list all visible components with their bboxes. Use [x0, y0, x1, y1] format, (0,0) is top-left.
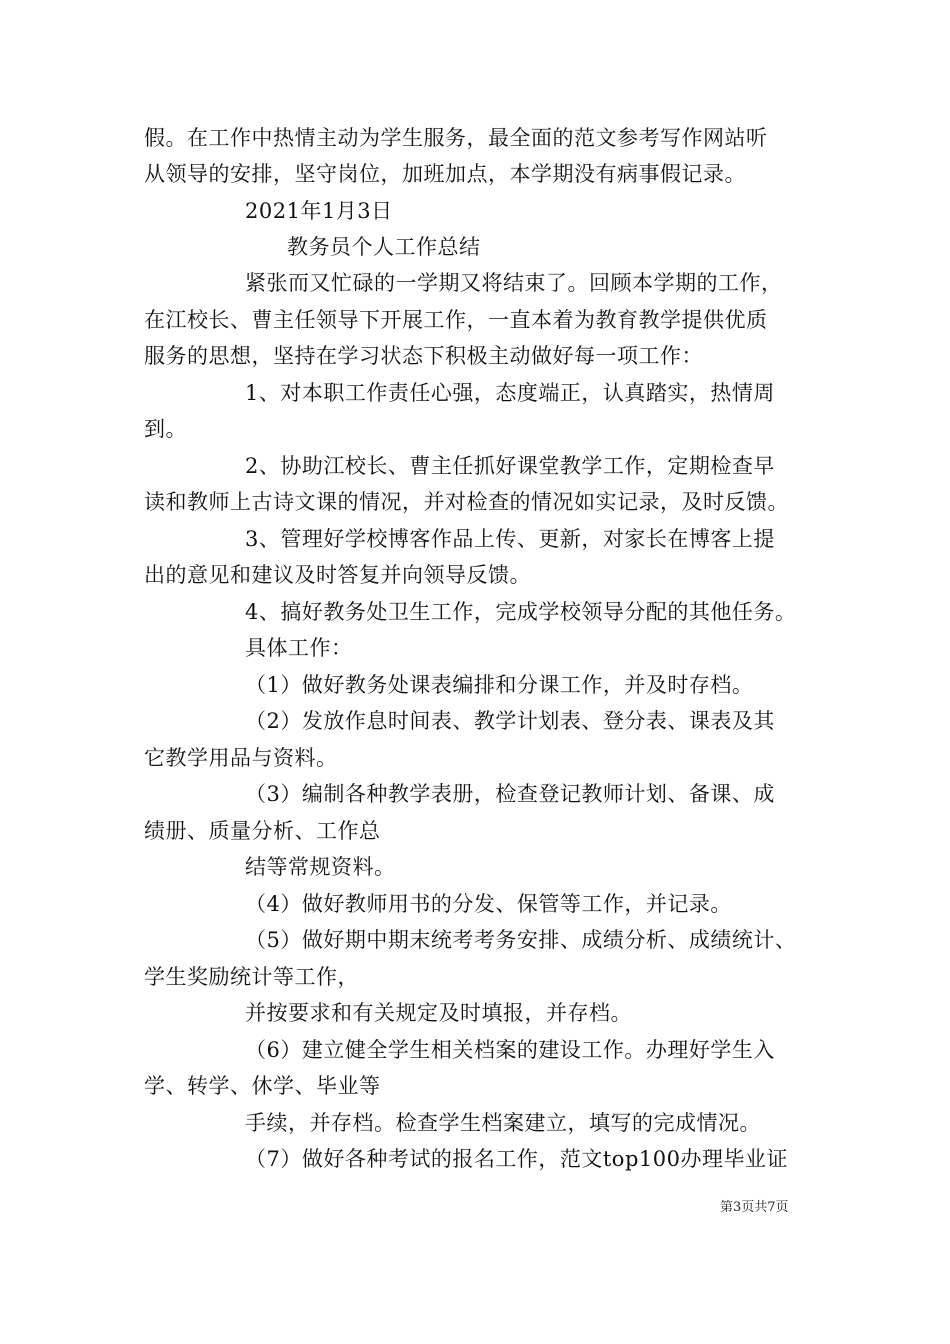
- list-item-3: 3、管理好学校博客作品上传、更新，对家长在博客上提: [245, 527, 775, 551]
- task-item-5: （5）做好期中期末统考考务安排、成绩分析、成绩统计、: [245, 928, 797, 952]
- list-item-3-cont: 出的意见和建议及时答复并向领导反馈。: [144, 563, 531, 587]
- task-item-2: （2）发放作息时间表、教学计划表、登分表、课表及其: [245, 709, 775, 733]
- task-item-6: （6）建立健全学生相关档案的建设工作。办理好学生入: [245, 1038, 775, 1062]
- text-line-5: 紧张而又忙碌的一学期又将结束了。回顾本学期的工作，: [245, 271, 783, 295]
- section-title: 教务员个人工作总结: [287, 235, 481, 259]
- list-item-1: 1、对本职工作责任心强，态度端正，认真踏实，热情周: [245, 381, 775, 405]
- task-item-5-cont-2: 并按要求和有关规定及时填报，并存档。: [245, 1001, 632, 1025]
- list-item-2-cont: 读和教师上古诗文课的情况，并对检查的情况如实记录，及时反馈。: [144, 490, 789, 514]
- page-number-footer: 第3页共7页: [720, 1200, 789, 1215]
- task-item-3: （3）编制各种教学表册，检查登记教师计划、备课、成: [245, 782, 775, 806]
- task-item-4: （4）做好教师用书的分发、保管等工作，并记录。: [245, 892, 732, 916]
- task-item-7: （7）做好各种考试的报名工作，范文top100办理毕业证: [245, 1147, 788, 1171]
- date-line: 2021年1月3日: [245, 199, 393, 223]
- text-line-7: 服务的思想，坚持在学习状态下积极主动做好每一项工作：: [144, 344, 703, 368]
- text-line-1: 假。在工作中热情主动为学生服务，最全面的范文参考写作网站听: [144, 126, 768, 150]
- task-item-1: （1）做好教务处课表编排和分课工作，并及时存档。: [245, 673, 754, 697]
- task-item-2-cont: 它教学用品与资料。: [144, 746, 338, 770]
- task-item-5-cont: 学生奖励统计等工作，: [144, 965, 359, 989]
- task-item-6-cont: 学、转学、休学、毕业等: [144, 1074, 381, 1098]
- task-item-6-cont-2: 手续，并存档。检查学生档案建立，填写的完成情况。: [245, 1111, 761, 1135]
- task-item-3-cont-2: 结等常规资料。: [245, 855, 396, 879]
- text-line-6: 在江校长、曹主任领导下开展工作，一直本着为教育教学提供优质: [144, 308, 768, 332]
- list-item-2: 2、协助江校长、曹主任抓好课堂教学工作，定期检查早: [245, 454, 775, 478]
- list-item-1-cont: 到。: [144, 417, 187, 441]
- task-item-3-cont: 绩册、质量分析、工作总: [144, 819, 381, 843]
- list-item-4: 4、搞好教务处卫生工作，完成学校领导分配的其他任务。: [245, 600, 797, 624]
- subheading-specific-work: 具体工作：: [245, 636, 353, 660]
- text-line-2: 从领导的安排，坚守岗位，加班加点，本学期没有病事假记录。: [144, 162, 746, 186]
